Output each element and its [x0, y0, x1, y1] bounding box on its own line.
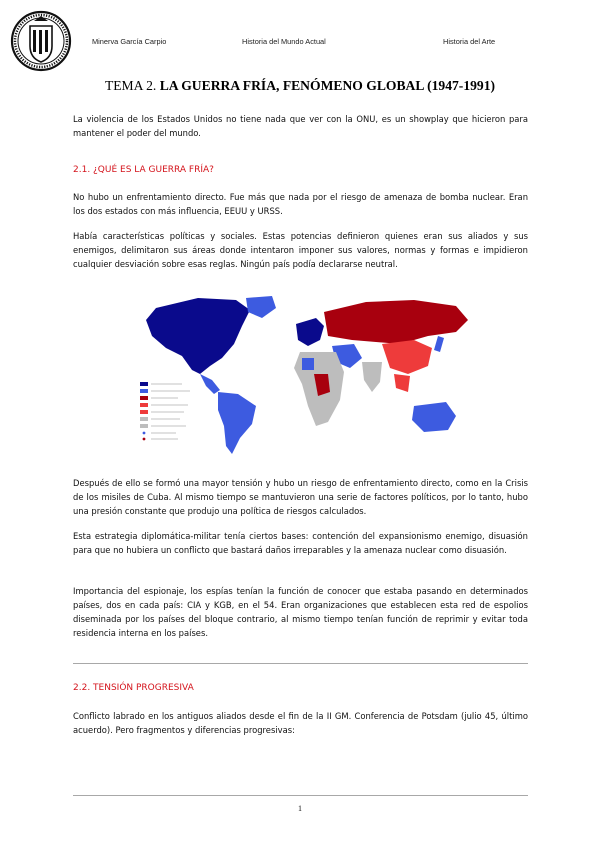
paragraph-5: Importancia del espionaje, los espías tenían la función de conocer que estaba pasando en determinados países, dos en cada país: CIA y KGB, en el 54. Eran organizaciones que establecen esta red de espolios diseminada por los países del bloque contrario, al mismo tiempo tenían función de reprimir y evitar toda residencia interna en los países.: [73, 586, 528, 638]
map-japan: [434, 336, 444, 352]
divider-1: [73, 663, 528, 664]
map-central-america: [200, 374, 220, 394]
map-china: [382, 340, 432, 374]
map-north-america: [146, 298, 250, 374]
map-australia: [412, 402, 456, 432]
page-number: 1: [298, 804, 302, 813]
title-prefix: TEMA 2.: [104, 78, 160, 93]
paragraph-4: Esta estrategia diplomática-militar tenía ciertos bases: contención del expansionismo enemigo, disuasión para que no hubiera un conflicto que bastará daños irreparables y la amenaza nuclear como disuasión.: [73, 531, 528, 555]
paragraph-6: Conflicto labrado en los antiguos aliados desde el fin de la II GM. Conferencia de Potsdam (julio 45, último acuerdo). Pero fragmentos y diferencias progresivas:: [73, 711, 528, 735]
map-se-asia: [394, 374, 410, 392]
cold-war-world-map: [138, 296, 472, 458]
map-legend: [140, 382, 190, 440]
map-africa-blue: [302, 358, 314, 370]
university-seal-icon: [10, 8, 72, 74]
section-heading-1: 2.1. ¿QUÉ ES LA GUERRA FRÍA?: [73, 165, 214, 175]
map-western-europe: [296, 318, 324, 346]
page-title: [0, 78, 600, 94]
intro-paragraph: La violencia de los Estados Unidos no tiene nada que ver con la ONU, es un showplay que hicieron para mantener el poder del mundo.: [73, 114, 528, 138]
paragraph-2: Había características políticas y sociales. Estas potencias definieron quienes eran sus aliados y sus enemigos, delimitaron sus áreas donde intentaron imponer sus valores, normas y formas e impidieron cualquier desviación sobre esas reglas. Ningún país podía declararse neutral.: [73, 231, 528, 269]
section-heading-2: 2.2. TENSIÓN PROGRESIVA: [73, 683, 194, 693]
header-author: Minerva García Carpio: [92, 37, 167, 46]
map-south-america: [218, 392, 256, 454]
header-degree: Historia del Arte: [443, 37, 496, 46]
title-main: LA GUERRA FRÍA, FENÓMENO GLOBAL (1947-1991): [159, 78, 496, 93]
paragraph-1: No hubo un enfrentamiento directo. Fue más que nada por el riesgo de amenaza de bomba nuclear. Eran los dos estados con más influencia, EEUU y URSS.: [73, 192, 528, 216]
map-greenland: [246, 296, 276, 318]
divider-2: [73, 795, 528, 796]
header-course: Historia del Mundo Actual: [242, 37, 326, 46]
map-india: [362, 362, 382, 392]
paragraph-3: Después de ello se formó una mayor tensión y hubo un riesgo de enfrentamiento directo, como en la Crisis de los misiles de Cuba. Al mismo tiempo se mantuvieron una serie de factores políticos, por lo tanto, hubo una presión constante que produjo una política de riesgos calculados.: [73, 478, 528, 516]
map-ussr: [324, 300, 468, 344]
